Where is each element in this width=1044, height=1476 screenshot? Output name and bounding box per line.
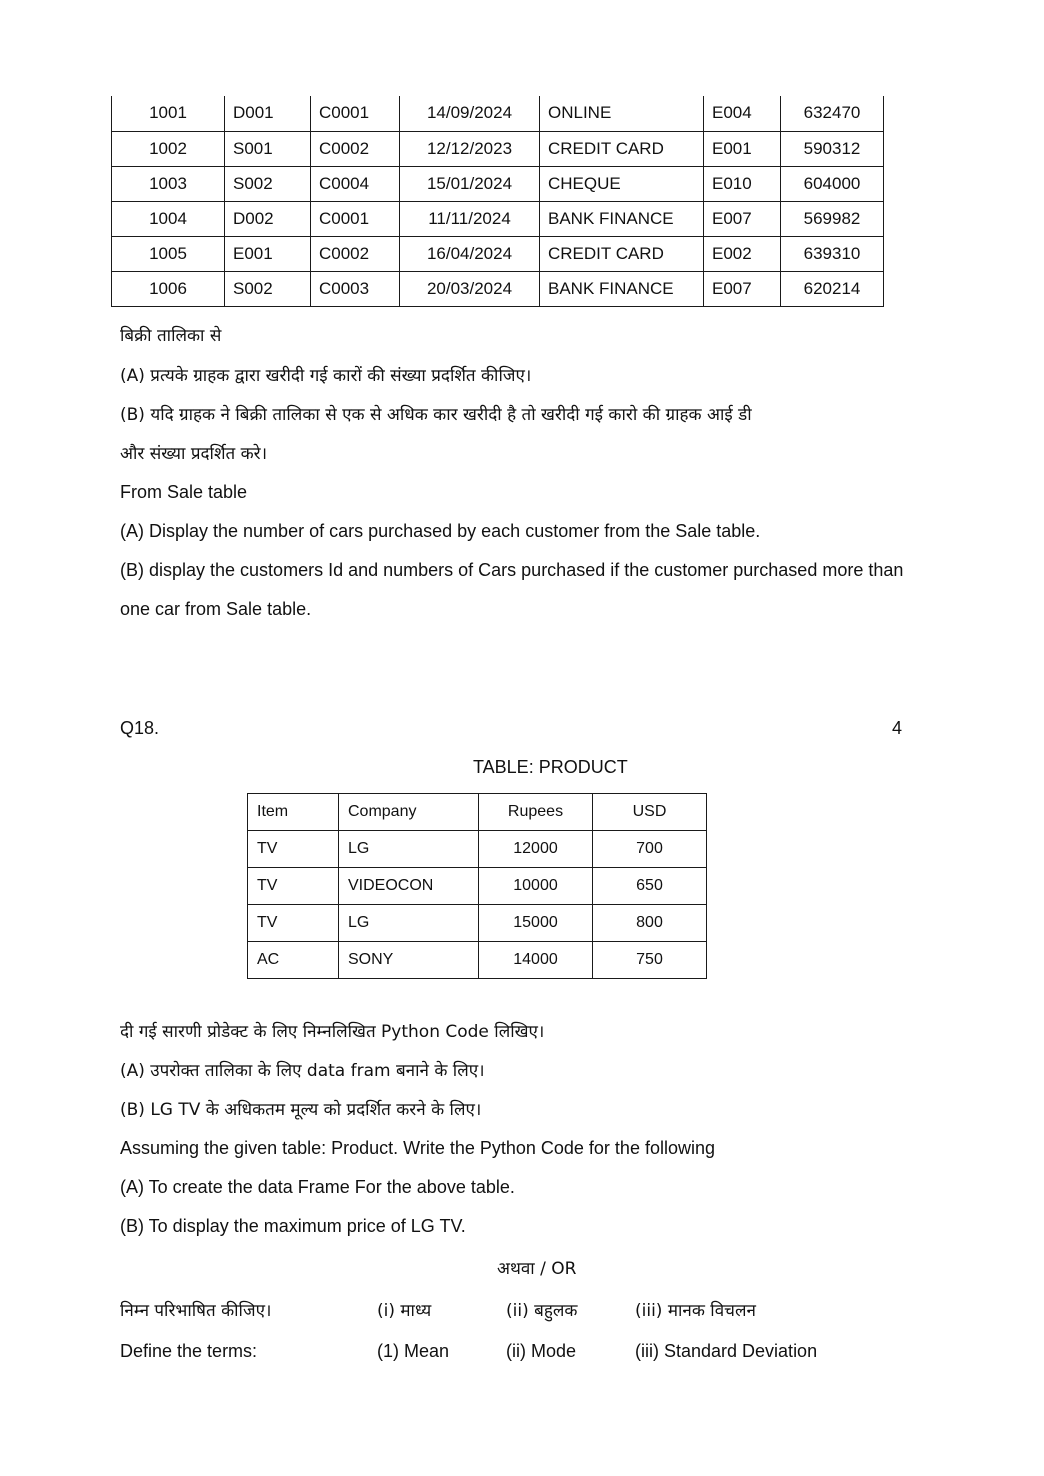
rupees-cell: 12000 bbox=[479, 831, 593, 868]
company-cell: SONY bbox=[339, 942, 479, 979]
payment-mode: ONLINE bbox=[540, 96, 704, 131]
customer-id: C0001 bbox=[311, 201, 400, 236]
product-id: S002 bbox=[225, 271, 311, 306]
customer-id: C0002 bbox=[311, 131, 400, 166]
sale-date: 20/03/2024 bbox=[400, 271, 540, 306]
sale-date: 14/09/2024 bbox=[400, 96, 540, 131]
item-cell: AC bbox=[248, 942, 339, 979]
product-id: S002 bbox=[225, 166, 311, 201]
company-cell: LG bbox=[339, 905, 479, 942]
usd-cell: 650 bbox=[593, 868, 707, 905]
item-cell: TV bbox=[248, 831, 339, 868]
sale-table bbox=[111, 96, 884, 307]
define-hindi-term-3: (iii) मानक विचलन bbox=[635, 1301, 756, 1321]
sale-price: 569982 bbox=[781, 201, 884, 236]
define-english-label: Define the terms: bbox=[120, 1341, 258, 1361]
usd-cell: 750 bbox=[593, 942, 707, 979]
q17-english-part-a: (A) Display the number of cars purchased by each customer from the Sale table. bbox=[120, 521, 761, 541]
sale-id: 1004 bbox=[112, 201, 225, 236]
employee-id: E010 bbox=[704, 166, 781, 201]
customer-id: C0003 bbox=[311, 271, 400, 306]
q18-hindi-part-a: (A) उपरोक्त तालिका के लिए data fram बनाने के लिए। bbox=[120, 1061, 485, 1081]
sale-price: 590312 bbox=[781, 131, 884, 166]
table-row bbox=[112, 96, 884, 131]
rupees-cell: 15000 bbox=[479, 905, 593, 942]
table-row bbox=[248, 868, 707, 905]
usd-cell: 800 bbox=[593, 905, 707, 942]
table-row bbox=[112, 271, 884, 306]
product-table-title: TABLE: PRODUCT bbox=[473, 757, 628, 777]
table-row bbox=[248, 942, 707, 979]
sale-price: 632470 bbox=[781, 96, 884, 131]
usd-cell: 700 bbox=[593, 831, 707, 868]
sale-date: 12/12/2023 bbox=[400, 131, 540, 166]
q18-english-part-a: (A) To create the data Frame For the above table. bbox=[120, 1177, 515, 1197]
table-row bbox=[112, 201, 884, 236]
define-english-term-2: (ii) Mode bbox=[506, 1341, 577, 1361]
table-row bbox=[248, 831, 707, 868]
employee-id: E004 bbox=[704, 96, 781, 131]
company-cell: LG bbox=[339, 831, 479, 868]
sale-date: 16/04/2024 bbox=[400, 236, 540, 271]
sale-id: 1006 bbox=[112, 271, 225, 306]
sale-price: 639310 bbox=[781, 236, 884, 271]
sale-id: 1001 bbox=[112, 96, 225, 131]
sale-date: 11/11/2024 bbox=[400, 201, 540, 236]
define-hindi-term-1: (i) माध्य bbox=[377, 1301, 432, 1321]
define-english-term-3: (iii) Standard Deviation bbox=[635, 1341, 818, 1361]
define-hindi-label: निम्न परिभाषित कीजिए। bbox=[120, 1301, 272, 1321]
q17-hindi-part-a: (A) प्रत्यके ग्राहक द्वारा खरीदी गई कारों की संख्या प्रदर्शित कीजिए। bbox=[120, 366, 532, 386]
q17-english-part-b-line2: one car from Sale table. bbox=[120, 599, 312, 619]
employee-id: E007 bbox=[704, 271, 781, 306]
sale-id: 1005 bbox=[112, 236, 225, 271]
define-hindi-term-2: (ii) बहुलक bbox=[506, 1301, 578, 1321]
question-number: Q18. bbox=[120, 718, 160, 738]
customer-id: C0004 bbox=[311, 166, 400, 201]
question-marks: 4 bbox=[892, 718, 903, 738]
q18-hindi-intro: दी गई सारणी प्रोडेक्ट के लिए निम्नलिखित Python Code लिखिए। bbox=[120, 1022, 545, 1042]
payment-mode: CREDIT CARD bbox=[540, 131, 704, 166]
employee-id: E002 bbox=[704, 236, 781, 271]
q18-english-part-b: (B) To display the maximum price of LG TV. bbox=[120, 1216, 466, 1236]
employee-id: E001 bbox=[704, 131, 781, 166]
table-row bbox=[112, 236, 884, 271]
sale-id: 1003 bbox=[112, 166, 225, 201]
column-header-usd: USD bbox=[593, 794, 707, 831]
column-header-company: Company bbox=[339, 794, 479, 831]
payment-mode: CREDIT CARD bbox=[540, 236, 704, 271]
or-separator: अथवा / OR bbox=[497, 1259, 577, 1279]
product-id: S001 bbox=[225, 131, 311, 166]
q17-hindi-intro: बिक्री तालिका से bbox=[120, 326, 222, 346]
product-id: D001 bbox=[225, 96, 311, 131]
rupees-cell: 10000 bbox=[479, 868, 593, 905]
column-header-item: Item bbox=[248, 794, 339, 831]
payment-mode: CHEQUE bbox=[540, 166, 704, 201]
table-row bbox=[112, 166, 884, 201]
table-row bbox=[112, 131, 884, 166]
sale-date: 15/01/2024 bbox=[400, 166, 540, 201]
q17-hindi-part-b-line1: (B) यदि ग्राहक ने बिक्री तालिका से एक से अधिक कार खरीदी है तो खरीदी गई कारो की ग्राहक आई डी bbox=[120, 405, 752, 425]
payment-mode: BANK FINANCE bbox=[540, 201, 704, 236]
item-cell: TV bbox=[248, 868, 339, 905]
product-id: D002 bbox=[225, 201, 311, 236]
product-table bbox=[247, 793, 707, 979]
item-cell: TV bbox=[248, 905, 339, 942]
q17-english-part-b-line1: (B) display the customers Id and numbers of Cars purchased if the customer purchased more than bbox=[120, 560, 904, 580]
product-id: E001 bbox=[225, 236, 311, 271]
sale-price: 604000 bbox=[781, 166, 884, 201]
sale-price: 620214 bbox=[781, 271, 884, 306]
sale-id: 1002 bbox=[112, 131, 225, 166]
customer-id: C0002 bbox=[311, 236, 400, 271]
define-english-term-1: (1) Mean bbox=[377, 1341, 450, 1361]
rupees-cell: 14000 bbox=[479, 942, 593, 979]
customer-id: C0001 bbox=[311, 96, 400, 131]
table-header-row bbox=[248, 794, 707, 831]
q18-hindi-part-b: (B) LG TV के अधिकतम मूल्य को प्रदर्शित करने के लिए। bbox=[120, 1100, 482, 1120]
company-cell: VIDEOCON bbox=[339, 868, 479, 905]
employee-id: E007 bbox=[704, 201, 781, 236]
q17-english-intro: From Sale table bbox=[120, 482, 248, 502]
column-header-rupees: Rupees bbox=[479, 794, 593, 831]
q18-english-intro: Assuming the given table: Product. Write the Python Code for the following bbox=[120, 1138, 715, 1158]
q17-hindi-part-b-line2: और संख्या प्रदर्शित करे। bbox=[120, 444, 268, 464]
payment-mode: BANK FINANCE bbox=[540, 271, 704, 306]
table-row bbox=[248, 905, 707, 942]
